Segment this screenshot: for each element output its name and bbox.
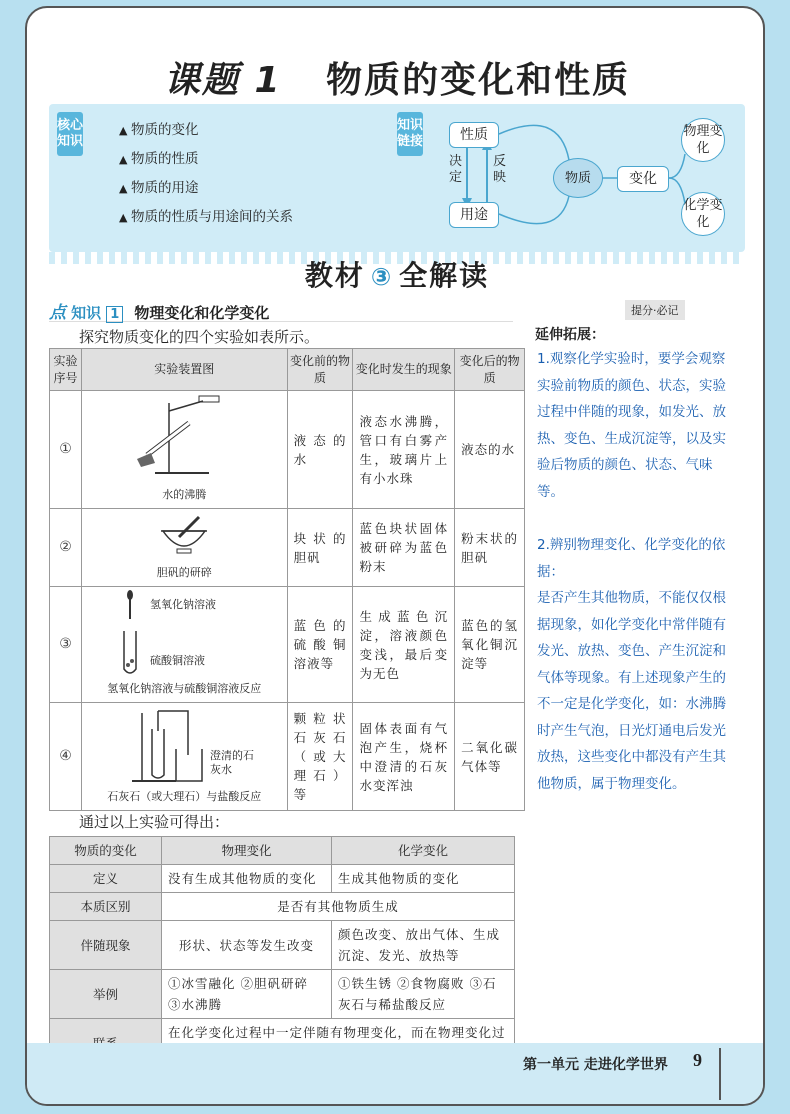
before-cell: 块状的胆矾 [287, 509, 353, 587]
core-item: ▲ 物质的变化 [119, 116, 293, 145]
header-cell: 物质的变化 [50, 837, 162, 865]
knowledge-dian: 点 [49, 303, 66, 323]
row-label: 举例 [50, 970, 162, 1019]
lesson-topic: 物质的变化和性质 [326, 60, 631, 101]
row-number: ② [50, 509, 82, 587]
limewater-label: 澄清的石灰水 [209, 749, 254, 776]
apparatus-caption: 氢氧化钠溶液与硫酸铜溶液反应 [107, 682, 262, 695]
header-cell: 变化前的物质 [287, 349, 353, 391]
intro-text: 探究物质变化的四个实验如表所示。 [79, 330, 320, 346]
test-tube-figure [86, 589, 283, 679]
before-cell: 蓝色的硫酸铜溶液等 [287, 587, 353, 703]
header-cell: 变化时发生的现象 [353, 349, 455, 391]
phenomenon-cell: 固体表面有气泡产生，烧杯中澄清的石灰水变浑浊 [353, 703, 455, 811]
tube-label-bottom: 硫酸铜溶液 [149, 654, 205, 667]
knowledge-link-label: 知识链接 [397, 112, 423, 156]
table-row [50, 703, 525, 811]
chemical-change-node: 化学变化 [681, 192, 725, 236]
chemical-cell: 颜色改变、放出气体、生成沉淀、发光、放热等 [332, 921, 515, 970]
use-box: 用途 [449, 202, 499, 228]
relation-cell: 在化学变化过程中一定伴随有物理变化，而在物理变化过 [162, 1019, 515, 1068]
row-label: 伴随现象 [50, 921, 162, 970]
phenomenon-cell: 蓝色块状固体被研碎为蓝色粉末 [353, 509, 455, 587]
summary-table [49, 836, 515, 1068]
header-cell: 物理变化 [162, 837, 332, 865]
core-item: ▲ 物质的用途 [119, 174, 293, 203]
sidebar-note-2-body: 是否产生其他物质，不能仅仅根据现象，如化学变化中常伴随有发光、放热、变色、产生沉淀和气体等现象。有上述现象产生的不一定是化学变化，如：水沸腾时产生气泡，日光灯通电后发光放热，这些变化中都没有产生其他物质，属于物理变化。 [537, 590, 726, 792]
header-cell: 变化后的物质 [455, 349, 525, 391]
before-cell: 颗粒状石灰石（或大理石）等 [287, 703, 353, 811]
swirl-icon: ③ [370, 263, 394, 291]
table-header-row [50, 349, 525, 391]
phenomenon-cell: 生成蓝色沉淀，溶液颜色变浅，最后变为无色 [353, 587, 455, 703]
lesson-number: 课题 1 [163, 60, 282, 101]
tube-label-top: 氢氧化钠溶液 [149, 598, 216, 611]
phenomenon-cell: 液态水沸腾，管口有白雾产生，玻璃片上有小水珠 [353, 391, 455, 509]
experiment-table [49, 348, 525, 811]
after-cell: 粉末状的胆矾 [455, 509, 525, 587]
apparatus-cell [81, 509, 287, 587]
banner-left: 教材 [304, 259, 365, 292]
apparatus-cell [81, 587, 287, 703]
table-row [50, 391, 525, 509]
knowledge-label: 知识 [71, 304, 102, 322]
unit-title: 第一单元 走进化学世界 [523, 1057, 668, 1073]
substance-node: 物质 [553, 158, 603, 198]
footer-divider [719, 1048, 721, 1100]
core-knowledge-label: 核心知识 [57, 112, 83, 156]
page-number: 9 [693, 1050, 702, 1070]
reflect-label: 反映 [493, 154, 507, 185]
table-row [50, 921, 515, 970]
table-row [50, 587, 525, 703]
header-cell: 化学变化 [332, 837, 515, 865]
row-label: 定义 [50, 865, 162, 893]
row-number: ④ [50, 703, 82, 811]
core-item: ▲ 物质的性质与用途间的关系 [119, 203, 293, 232]
knowledge-number: 1 [106, 306, 123, 323]
core-knowledge-list [119, 116, 293, 232]
chemical-cell: 生成其他物质的变化 [332, 865, 515, 893]
physical-cell: 形状、状态等发生改变 [162, 921, 332, 970]
after-cell: 蓝色的氢氧化铜沉淀等 [455, 587, 525, 703]
section-banner [27, 254, 765, 294]
sidebar-title: 延伸拓展： [535, 327, 605, 343]
after-cell: 二氧化碳气体等 [455, 703, 525, 811]
change-box: 变化 [617, 166, 669, 192]
sidebar-note-2-head: 2.辨别物理变化、化学变化的依据： [537, 537, 726, 580]
page [25, 6, 765, 1106]
before-cell: 液态的水 [287, 391, 353, 509]
table-row [50, 893, 515, 921]
header-cell: 实验序号 [50, 349, 82, 391]
page-footer [27, 1043, 765, 1106]
conclusion-text: 通过以上实验可得出： [79, 815, 230, 831]
mortar-icon [149, 515, 219, 557]
table-row [50, 509, 525, 587]
apparatus-cell [81, 703, 287, 811]
decide-label: 决定 [449, 154, 463, 185]
banner-right: 全解读 [399, 259, 490, 292]
table-header-row [50, 837, 515, 865]
tip-badge: 提分·必记 [625, 300, 685, 320]
table-row [50, 970, 515, 1019]
essence-cell: 是否有其他物质生成 [162, 893, 515, 921]
row-number: ① [50, 391, 82, 509]
physical-change-node: 物理变化 [681, 118, 725, 162]
chemical-cell: ①铁生锈 ②食物腐败 ③石灰石与稀盐酸反应 [332, 970, 515, 1019]
row-number: ③ [50, 587, 82, 703]
sidebar-note-1: 1.观察化学实验时，要学会观察实验前物质的颜色、状态，实验过程中伴随的现象，如发光、放热、变色、生成沉淀等，以及实验后物质的颜色、状态、气味等。 [537, 351, 726, 500]
core-knowledge-panel [49, 104, 745, 252]
knowledge-title: 物理变化和化学变化 [134, 304, 270, 322]
apparatus-caption: 石灰石（或大理石）与盐酸反应 [107, 790, 262, 803]
property-box: 性质 [449, 122, 499, 148]
table-row [50, 865, 515, 893]
concept-diagram [429, 112, 739, 242]
lesson-title [27, 52, 765, 103]
apparatus-caption: 水的沸腾 [162, 488, 207, 501]
gas-apparatus-figure [86, 705, 283, 787]
header-cell: 实验装置图 [81, 349, 287, 391]
boiling-apparatus-icon [129, 395, 239, 479]
apparatus-caption: 胆矾的研碎 [156, 566, 212, 579]
after-cell: 液态的水 [455, 391, 525, 509]
core-item: ▲ 物质的性质 [119, 145, 293, 174]
physical-cell: ①冰雪融化 ②胆矾研碎 ③水沸腾 [162, 970, 332, 1019]
apparatus-cell [81, 391, 287, 509]
physical-cell: 没有生成其他物质的变化 [162, 865, 332, 893]
knowledge-heading [49, 298, 513, 322]
row-label: 本质区别 [50, 893, 162, 921]
